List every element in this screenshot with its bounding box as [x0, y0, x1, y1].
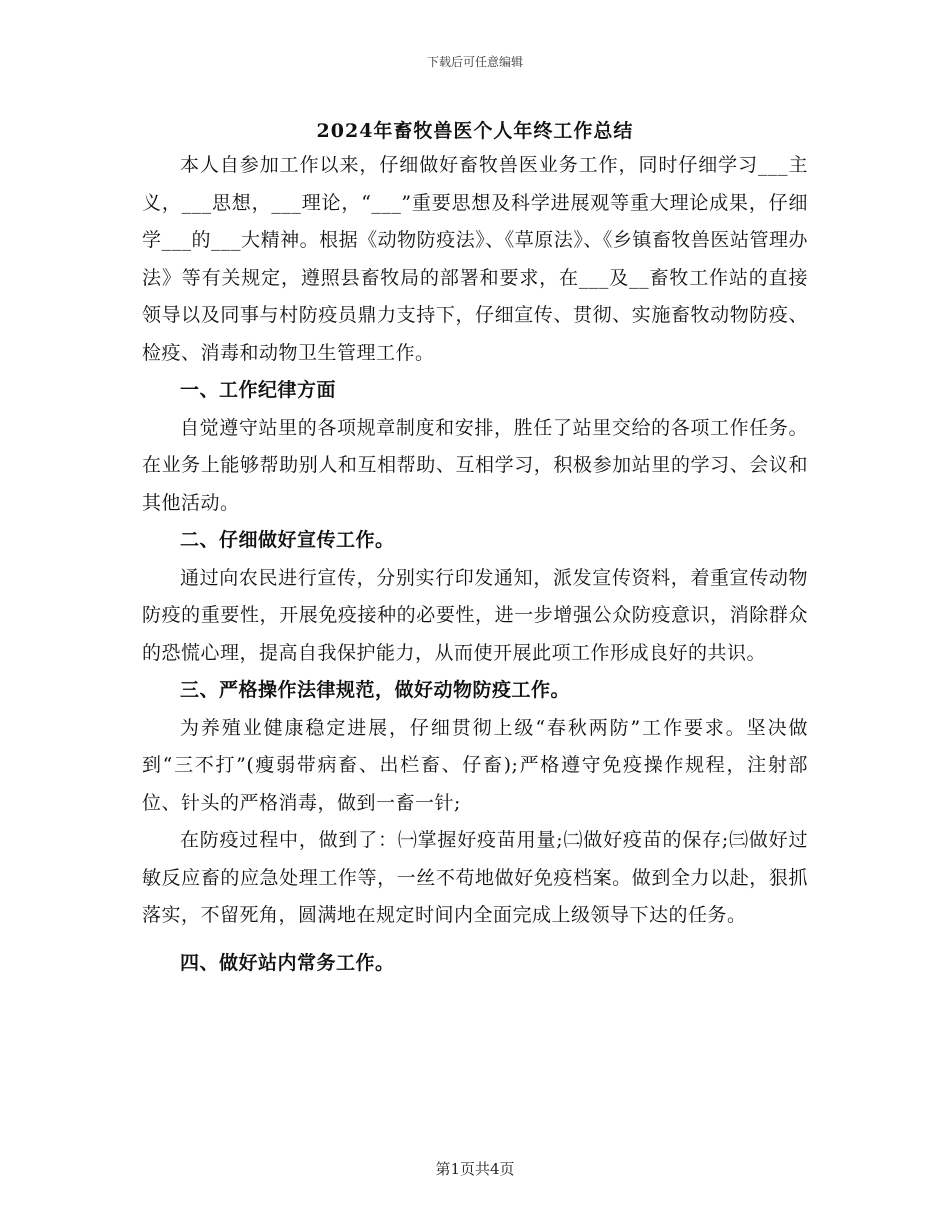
- section-heading-3: 三、严格操作法律规范，做好动物防疫工作。: [180, 679, 571, 701]
- paragraph-discipline: 自觉遵守站里的各项规章制度和安排，胜任了站里交给的各项工作任务。在业务上能够帮助别人和互相帮助、互相学习，积极参加站里的学习、会议和其他活动。: [142, 416, 808, 514]
- section-heading-4: 四、做好站内常务工作。: [180, 951, 395, 974]
- page-number: 第1页共4页: [435, 1160, 515, 1178]
- section-heading-2: 二、仔细做好宣传工作。: [180, 529, 395, 551]
- section-heading-1: 一、工作纪律方面: [180, 379, 337, 401]
- paragraph-epidemic-prevention: 为养殖业健康稳定进展，仔细贯彻上级“春秋两防”工作要求。坚决做到“三不打”(瘦弱带病畜、出栏畜、仔畜);严格遵守免疫操作规程，注射部位、针头的严格消毒，做到一畜一针;: [142, 716, 808, 814]
- paragraph-intro: 本人自参加工作以来，仔细做好畜牧兽医业务工作，同时仔细学习___主义，___思想，___理论，“___”重要思想及科学进展观等重大理论成果，仔细学___的___大精神。根据《动物防疫法》、《草原法》、《乡镇畜牧兽医站管理办法》等有关规定，遵照县畜牧局的部署和要求，在___及__畜牧工作站的直接领导以及同事与村防疫员鼎力支持下，仔细宣传、贯彻、实施畜牧动物防疫、检疫、消毒和动物卫生管理工作。: [142, 154, 808, 364]
- document-title: 2024年畜牧兽医个人年终工作总结: [316, 120, 634, 142]
- paragraph-publicity: 通过向农民进行宣传，分别实行印发通知，派发宣传资料，着重宣传动物防疫的重要性，开展免疫接种的必要性，进一步增强公众防疫意识，消除群众的恐慌心理，提高自我保护能力，从而使开展此项工作形成良好的共识。: [142, 566, 808, 664]
- paragraph-prevention-process: 在防疫过程中，做到了：㈠掌握好疫苗用量;㈡做好疫苗的保存;㈢做好过敏反应畜的应急处理工作等，一丝不苟地做好免疫档案。做到全力以赴，狠抓落实，不留死角，圆满地在规定时间内全面完成上级领导下达的任务。: [142, 829, 808, 926]
- document-body: [142, 147, 808, 982]
- header-note: 下载后可任意编辑: [426, 55, 523, 69]
